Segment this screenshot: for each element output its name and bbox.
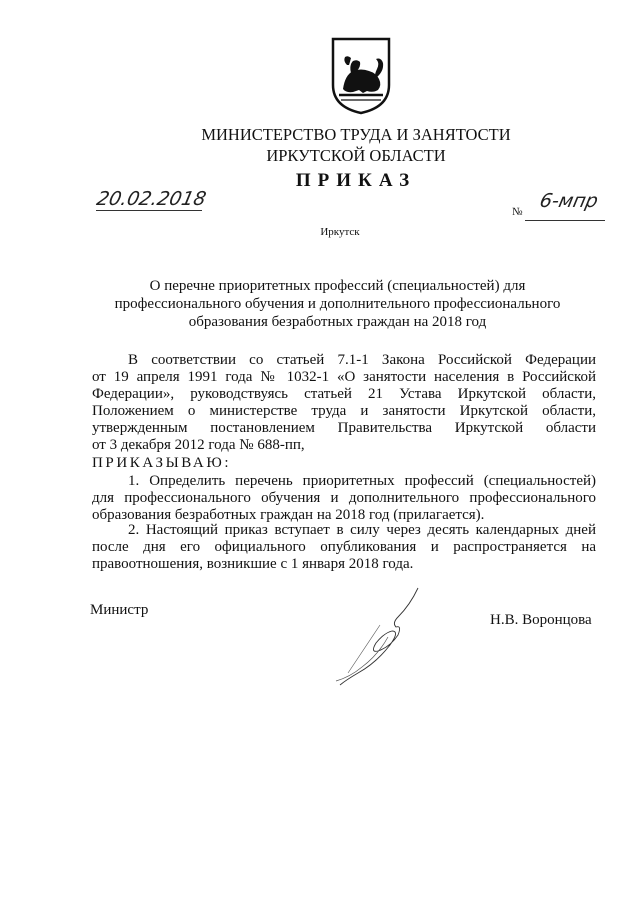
text-line: Федерации», руководствуясь статьей 21 Устава Иркутской области, (92, 386, 596, 402)
subject-line: О перечне приоритетных профессий (специальностей) для (149, 278, 526, 294)
handwritten-order-number: 6-мпр (537, 190, 601, 212)
number-underline (525, 220, 605, 221)
order-subject (100, 277, 575, 331)
handwritten-signature (318, 585, 428, 690)
document-type-title: ПРИКАЗ (295, 170, 417, 191)
text-line: 2. Настоящий приказ вступает в силу через десять календарных дней (128, 522, 596, 538)
coat-of-arms-emblem (329, 35, 393, 115)
order-item-2 (92, 522, 596, 573)
text-line: от 19 апреля 1991 года № 1032-1 «О занятости населения в Российской (92, 369, 596, 385)
text-line: Положением о министерстве труда и занятости Иркутской области, (92, 403, 596, 419)
signatory-name: Н.В. Воронцова (490, 612, 592, 628)
date-underline (96, 210, 202, 211)
handwritten-date: 20.02.2018 (94, 188, 209, 210)
number-label: № (512, 206, 523, 218)
text-line: В соответствии со статьей 7.1-1 Закона Российской Федерации (128, 352, 596, 368)
text-line: после дня его официального опубликования и распространяется на (92, 539, 596, 555)
text-line: правоотношения, возникшие с 1 января 2018 года. (92, 556, 414, 572)
text-line: для профессионального обучения и дополнительного профессионального (92, 490, 596, 506)
city-name: Иркутск (320, 226, 360, 238)
text-line: образования безработных граждан на 2018 год (прилагается). (92, 507, 485, 523)
ministry-name-line1: МИНИСТЕРСТВО ТРУДА И ЗАНЯТОСТИ (201, 125, 511, 144)
signatory-role: Министр (90, 602, 149, 618)
text-line: 1. Определить перечень приоритетных профессий (специальностей) (128, 473, 596, 489)
ministry-name-line2: ИРКУТСКОЙ ОБЛАСТИ (266, 146, 446, 165)
legal-basis-paragraph (92, 352, 596, 454)
subject-line: профессионального обучения и дополнительного профессионального (114, 296, 561, 312)
text-line: от 3 декабря 2012 года № 688-пп, (92, 437, 305, 453)
order-item-1 (92, 473, 596, 524)
order-command-word: ПРИКАЗЫВАЮ: (92, 455, 232, 471)
subject-line: образования безработных граждан на 2018 год (188, 314, 487, 330)
text-line: утвержденным постановлением Правительства Иркутской области (92, 420, 596, 436)
